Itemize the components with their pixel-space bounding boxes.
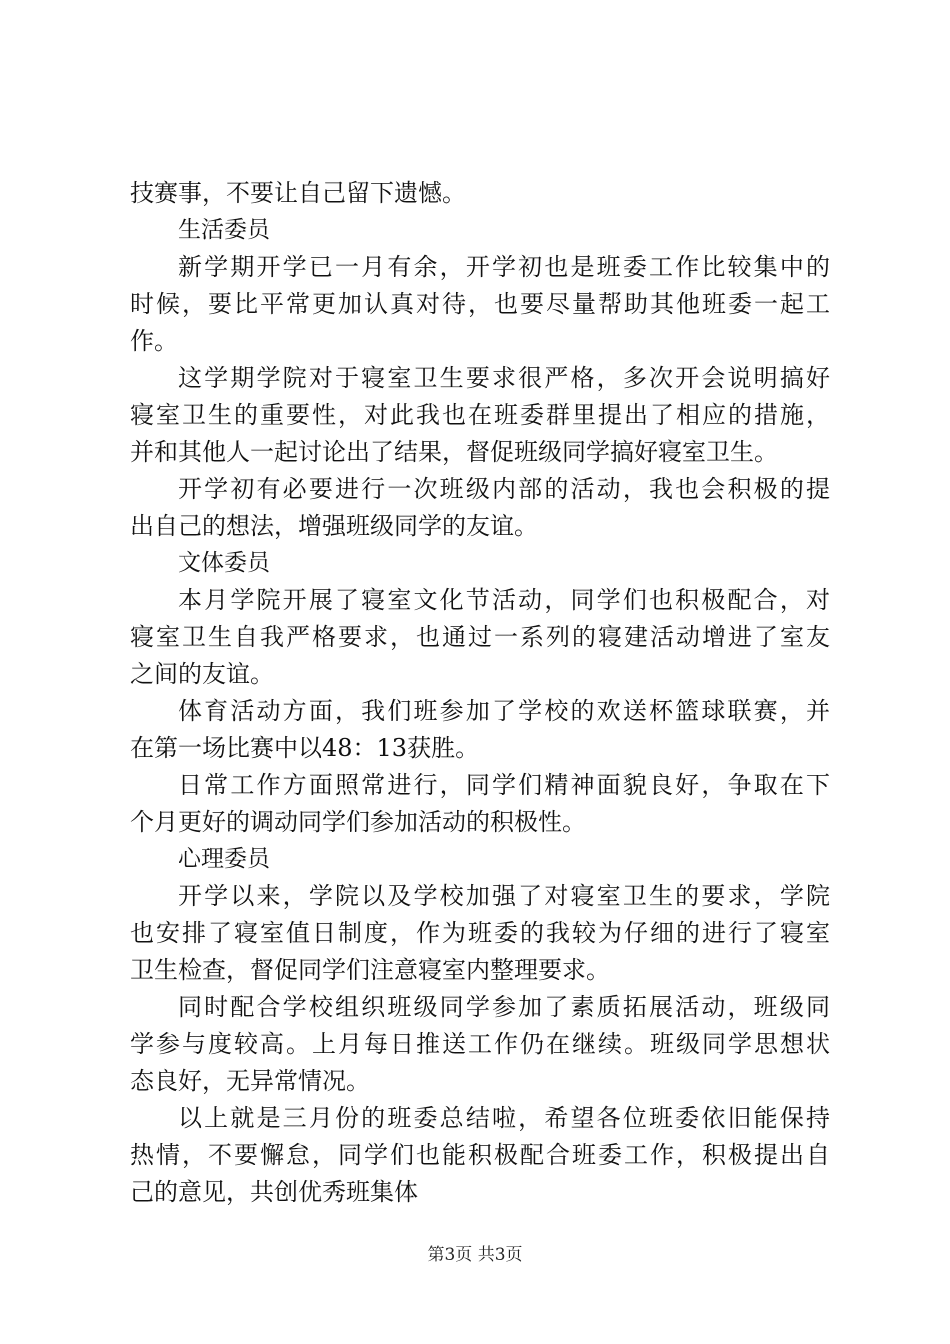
paragraph-line: 技赛事，不要让自己留下遗憾。: [130, 179, 466, 207]
page-number-footer: 第3页 共3页: [427, 1245, 523, 1265]
paragraph-line: 之间的友谊。: [130, 660, 274, 688]
section-heading-life-committee: 生活委员: [178, 217, 270, 243]
paragraph-line: 本月学院开展了寝室文化节活动，同学们也积极配合，对: [178, 586, 830, 614]
paragraph-line: 体育活动方面，我们班参加了学校的欢送杯篮球联赛，并: [178, 697, 830, 725]
paragraph-line: 态良好，无异常情况。: [130, 1067, 370, 1095]
paragraph-line: 寝室卫生自我严格要求，也通过一系列的寝建活动增进了室友: [130, 623, 830, 651]
paragraph-line: 热情，不要懈怠，同学们也能积极配合班委工作，积极提出自: [130, 1141, 830, 1169]
paragraph-line: 寝室卫生的重要性，对此我也在班委群里提出了相应的措施，: [130, 401, 830, 429]
paragraph-line: 出自己的想法，增强班级同学的友谊。: [130, 512, 538, 540]
document-body: [130, 175, 830, 1211]
paragraph-line: 这学期学院对于寝室卫生要求很严格，多次开会说明搞好: [178, 364, 830, 392]
section-heading-arts-sports-committee: 文体委员: [178, 550, 270, 576]
paragraph-line: 以上就是三月份的班委总结啦，希望各位班委依旧能保持: [178, 1104, 830, 1132]
paragraph-line: 己的意见，共创优秀班集体: [130, 1178, 418, 1206]
paragraph-line: 开学初有必要进行一次班级内部的活动，我也会积极的提: [178, 475, 830, 503]
paragraph-line: 作。: [130, 327, 178, 355]
paragraph-line: 也安排了寝室值日制度，作为班委的我较为仔细的进行了寝室: [130, 919, 830, 947]
paragraph-line: 在第一场比赛中以48：13获胜。: [130, 734, 480, 762]
paragraph-line: 开学以来，学院以及学校加强了对寝室卫生的要求，学院: [178, 882, 830, 910]
paragraph-line: 并和其他人一起讨论出了结果，督促班级同学搞好寝室卫生。: [130, 438, 778, 466]
paragraph-line: 学参与度较高。上月每日推送工作仍在继续。班级同学思想状: [130, 1030, 830, 1058]
paragraph-line: 同时配合学校组织班级同学参加了素质拓展活动，班级同: [178, 993, 830, 1021]
paragraph-line: 新学期开学已一月有余，开学初也是班委工作比较集中的: [178, 253, 830, 281]
paragraph-line: 日常工作方面照常进行，同学们精神面貌良好，争取在下: [178, 771, 830, 799]
section-heading-psychology-committee: 心理委员: [178, 846, 270, 872]
paragraph-line: 卫生检查，督促同学们注意寝室内整理要求。: [130, 956, 610, 984]
paragraph-line: 时候，要比平常更加认真对待，也要尽量帮助其他班委一起工: [130, 290, 830, 318]
paragraph-line: 个月更好的调动同学们参加活动的积极性。: [130, 808, 586, 836]
